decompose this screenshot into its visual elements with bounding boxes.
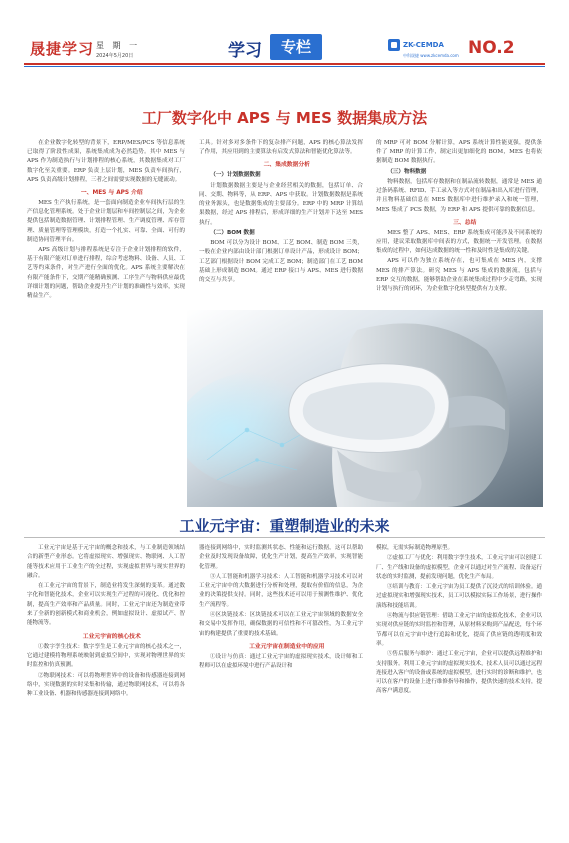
paragraph: ⑤售后服务与维护：通过工业元宇宙，企业可以提供远程维护和支持服务。利用工业元宇宙的虚拟现实技术，技术人员可以通过远程连接进入客户的设备或系统的虚拟模型，进行实时的诊断和维护，也可以在客户的设备上进行维修指导和操作，提供快速的技术支持，提高客户满意度。	[376, 651, 542, 695]
paragraph: 器连接到网络中，实时监测其状态、性能和运行数据，这可以帮助企业及时发现设备故障，优化生产计划，提高生产效率，实现智能化管理。	[199, 545, 363, 570]
article-column-1	[27, 139, 185, 302]
logo-icon	[388, 39, 400, 51]
paragraph: 工业元宇宙是基于元宇宙的概念和技术，与工业制造领域结合的新型产业形态。它将虚拟现实、增强现实、物联网、人工智能等技术应用于工业生产的全过程，实现虚拟世界与现实世界的融合。	[27, 545, 185, 579]
paragraph: MES 生产执行系统，是一套面向制造企业车间执行层的生产信息化管理系统。处于企业计划层和车间控制层之间，为企业提供包括制造数据管理、计划排程管理、生产调度管理、库存管理、质量管理等管理模块，打造一个扎实、可靠、全面、可行的制造协同管理平台。	[27, 200, 185, 243]
paragraph: ②虚拟工厂与优化：利用数字孪生技术，工业元宇宙可以创建工厂、生产线和设备的虚拟模型，企业可以通过对生产流程、设备运行状态的实时监测，提前发现问题，优化生产布局。	[376, 555, 542, 580]
paragraph: ①数字孪生技术：数字孪生是工业元宇宙的核心技术之一，它通过建模将物理系统映射到虚拟空间中，实现对物理世界的实时监控和仿真预测。	[27, 643, 185, 669]
company-logo	[388, 39, 444, 51]
section-heading: 三、总结	[453, 219, 477, 226]
paragraph: 的 MRP 可对 BOM 分解计算，APS 系统计算性能更强，提供条件了 MRP 的计算工作，制定出更加细化的 BOM，MES 也将依据制造 BOM 数据执行。	[376, 140, 542, 165]
article-column-3	[376, 139, 542, 295]
paragraph: 物料数据，包括库存数据和在制品流转数据，通常是 MES 通过条码系统、RFID、手工录入等方式对在制品和出入库进行管理，并且物料基础信息在 MES 数据库中进行维护录入和统一管理，MES 集成了 PCS 数据，为 ERP 和 APS 提供可靠的数据信息。	[376, 179, 542, 213]
section-heading: 二、集成数据分析	[263, 162, 310, 169]
article-column-2	[199, 139, 363, 286]
article-divider	[24, 537, 545, 538]
section-title: 学习	[228, 41, 262, 61]
subheading: （二）BOM 数据	[210, 229, 255, 236]
paragraph: ③人工智能和机器学习技术：人工智能和机器学习技术可以对工业元宇宙中的大数据进行分析和处理，提取有价值的信息，为企业的决策提供支持。同时，这些技术还可以用于预测性维护、优化生产流程等。	[199, 573, 363, 608]
article-column-1	[27, 544, 185, 700]
weekday: 星 期 一	[96, 41, 141, 50]
article-title: 工业元宇宙：重塑制造业的未来	[179, 517, 390, 535]
paragraph: ④物流与供应链管理：借助工业元宇宙的虚拟化技术，企业可以实现对供应链的实时监控和管理，从原材料采购到产品配送，每个环节都可以在元宇宙中进行追踪和优化，提高了供应链的透明度和效率。	[376, 613, 542, 647]
paragraph: 工具。针对多对多条件下的复杂排产问题，APS 的核心算法发挥了作用，其应用到的主要算法有启发式算法和智能优化算法等。	[199, 140, 363, 156]
column-badge: 专栏	[270, 34, 322, 60]
section-heading: 工业元宇宙的核心技术	[82, 633, 141, 640]
paragraph: ①设计与仿真：通过工业元宇宙的虚拟现实技术，设计师和工程师可以在虚拟环境中进行产品设计和	[199, 653, 363, 670]
paragraph: 在企业数字化转型的背景下，ERP/MES/PCS 等信息系统已取得了阶段性成果，系统集成成为必然趋势。其中 MES 与 APS 作为制造执行与计划排程的核心系统，其数据集成对工厂数字化至关重要。ERP 负责上层计划，MES 负责车间执行，APS 负责高级计划排程，三者之间需要实现数据的无缝流动。	[27, 140, 185, 183]
paragraph: ④区块链技术：区块链技术可以在工业元宇宙领域的数据安全和交易中发挥作用，确保数据的可信性和不可篡改性，为工业元宇宙的构建提供了重要的技术基础。	[199, 612, 363, 637]
article-column-2	[199, 544, 363, 673]
section-heading: 一、MES 与 APS 介绍	[80, 190, 143, 197]
paragraph: ②物联网技术：可以将物理世界中的设备和传感器连接到网络中，实现数据的实时采集和传输，通过物联网技术，可以将各种工业设备、机器和传感器连接到网络中。	[27, 672, 185, 698]
header-divider-thin	[24, 66, 545, 67]
brand-title: 晟捷学习	[30, 40, 95, 58]
paragraph: ③培训与教育：工业元宇宙为员工提供了沉浸式的培训体验。通过虚拟现实和增强现实技术，员工可以模拟实际工作场景，进行操作演练和技能培训。	[376, 584, 542, 609]
header-divider	[24, 63, 545, 65]
section-heading: 工业元宇宙在制造业中的应用	[249, 643, 325, 650]
issue-date: 2024年5月20日	[96, 53, 134, 59]
paragraph: APS 可以作为独立系统存在，也可集成在 MES 内，支撑 MES 的排产算法。研究 MES 与 APS 集成的数据流，包括与 ERP 交互的数据，能够帮助企业在系统集成过程中少走弯路，实现计划与执行的闭环，为企业数字化转型提供有力支撑。	[376, 258, 542, 293]
issue-number: NO.2	[468, 38, 515, 58]
paragraph: 在工业元宇宙的背景下，制造业将发生深刻的变革。通过数字化和智能化技术，企业可以实现生产过程的可视化、优化和控制，提高生产效率和产品质量。同时，工业元宇宙还为制造业带来了全新的创新模式和商业机会，例如虚拟设计、虚拟试产、智能物流等。	[27, 583, 185, 627]
article-title: 工厂数字化中 APS 与 MES 数据集成方法	[141, 109, 428, 127]
vr-headset-photo	[187, 310, 543, 507]
paragraph: APS 高级计划与排程系统是专注于企业计划排程的软件，基于有限产能对订单进行排程，综合考虑物料、设备、人员、工艺等约束条件，对生产进行全面的优化。APS 系统主要解决在有限产能条件下，交期产能精确预测、工序生产与物料供应最优详细计划的问题，帮助企业提升生产计划的准确性与效率，实现精益生产。	[27, 247, 185, 300]
subheading: （一）计划数据数据	[210, 172, 261, 179]
logo-text: ZK-CEMDA	[403, 41, 444, 49]
page-header	[0, 0, 569, 64]
paragraph: 计划数据数据主要是与企业经营相关的数据，包括订单、合同、交期、物料等，从 ERP、APS 中获取。计划数据数据是系统的业务源头，也是数据集成的主要部分。ERP 中的 MRP 计算结果数据，经过 APS 排程后，形成详细的生产计划并下达至 MES 执行。	[199, 182, 363, 226]
subheading: （三）物料数据	[387, 168, 427, 175]
paragraph: BOM 可以分为设计 BOM、工艺 BOM、制造 BOM 三类，一般在企业内部由设计部门根据订单设计产品，形成设计 BOM；工艺部门根据设计 BOM 完成工艺 BOM；制造部门在工艺 BOM 基础上形成制造 BOM。通过 ERP 接口与 APS、MES 进行数据的交互与共享。	[199, 240, 363, 284]
article-column-3	[376, 544, 542, 698]
paragraph: 模拟，无需实际制造物理原型。	[376, 545, 454, 551]
logo-subtitle: 中科晟捷 www.zkcemda.com	[403, 53, 459, 58]
paragraph: MES 整了 APS、MES、ERP 系统集成可能涉及不同系统的应用，建议采取数据库中间表的方式，数据统一开发管理。在数据集成的过程中，如何达成数据的统一性和及时性是集成的关键。	[376, 229, 542, 255]
